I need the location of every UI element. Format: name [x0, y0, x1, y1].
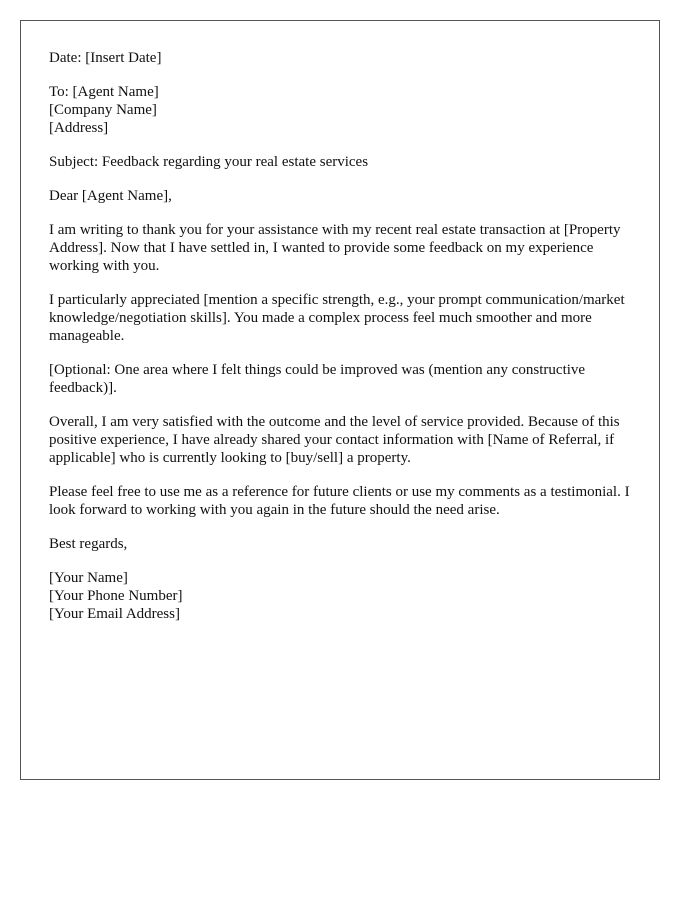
signature-email: [Your Email Address]: [49, 606, 180, 622]
recipient-agent-name: To: [Agent Name]: [49, 84, 159, 100]
body-paragraph-1: I am writing to thank you for your assistance with my recent real estate transaction at [Property Address]. Now that I have settled in, I wanted to provide some feedback on my experience working with you.: [49, 222, 621, 274]
recipient-company-name: [Company Name]: [49, 102, 157, 118]
subject-line: Subject: Feedback regarding your real estate services: [49, 154, 369, 170]
body-paragraph-2: I particularly appreciated [mention a specific strength, e.g., your prompt communication/market knowledge/negotiation skills]. You made a complex process feel much smoother and more manageable.: [49, 292, 625, 344]
body-paragraph-4: Overall, I am very satisfied with the outcome and the level of service provided. Because of this positive experience, I have already shared your contact information with [Name of Referral, if applicable] who is currently looking to [buy/sell] a property.: [49, 414, 620, 466]
recipient-address: [Address]: [49, 120, 109, 136]
body-paragraph-3: [Optional: One area where I felt things could be improved was (mention any constructive feedback)].: [49, 362, 586, 396]
signature-phone: [Your Phone Number]: [49, 588, 183, 604]
salutation: Dear [Agent Name],: [49, 188, 172, 204]
signature-block: [49, 569, 641, 623]
body-paragraph-5: Please feel free to use me as a reference for future clients or use my comments as a testimonial. I look forward to working with you again in the future should the need arise.: [49, 484, 630, 518]
letter-page: [20, 20, 660, 780]
recipient-block: [49, 83, 641, 137]
signature-name: [Your Name]: [49, 570, 128, 586]
date-line: Date: [Insert Date]: [49, 50, 162, 66]
closing: Best regards,: [49, 536, 128, 552]
